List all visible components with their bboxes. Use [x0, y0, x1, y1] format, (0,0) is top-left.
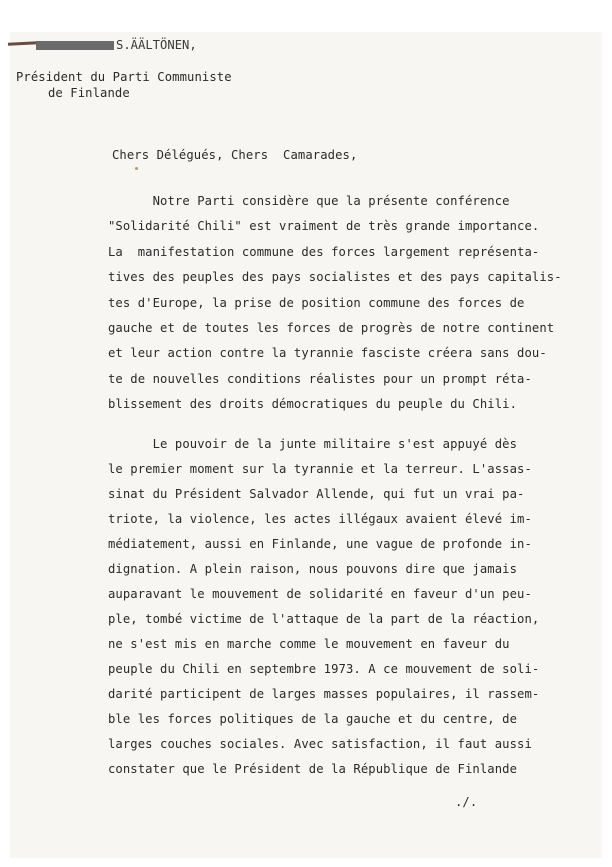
text-line: gauche et de toutes les forces de progrès de notre continent [108, 321, 555, 335]
text-line: blissement des droits démocratiques du peuple du Chili. [108, 397, 518, 412]
text-line: tes d'Europe, la prise de position commune des forces de [108, 295, 525, 310]
text-line: triote, la violence, les actes illégaux avaient élevé im- [108, 512, 532, 526]
sender-title-line1: Président du Parti Communiste [16, 70, 232, 84]
text-line: sinat du Président Salvador Allende, qui fut un vrai pa- [108, 487, 525, 501]
text-line: ne s'est mis en marche comme le mouvement en faveur du [108, 637, 510, 651]
text-line: darité participent de larges masses populaires, il rassem- [108, 687, 540, 701]
strikethrough-bar [36, 41, 114, 50]
text-line: Le pouvoir de la junte militaire s'est appuyé dès [108, 437, 518, 451]
text-line: ple, tombé victime de l'attaque de la part de la réaction, [108, 612, 540, 626]
salutation: Chers Délégués, Chers Camarades, [112, 148, 358, 162]
struck-name-text: S.ÄÄLTÖNEN, [116, 38, 197, 52]
sender-title-line2: de Finlande [48, 86, 130, 100]
text-line: dignation. A plein raison, nous pouvons dire que jamais [108, 562, 518, 576]
text-line: peuple du Chili en septembre 1973. A ce mouvement de soli- [108, 662, 540, 676]
text-line: tives des peuples des pays socialistes et des pays capitalis- [108, 270, 562, 285]
text-line: te de nouvelles conditions réalistes pour un prompt réta- [108, 371, 532, 386]
text-line: larges couches sociales. Avec satisfaction, il faut aussi [108, 737, 532, 751]
text-line: médiatement, aussi en Finlande, une vague de profonde in- [108, 537, 532, 551]
text-line: La manifestation commune des forces largement représenta- [108, 244, 540, 259]
text-line: "Solidarité Chili" est vraiment de très grande importance. [108, 219, 540, 234]
text-line: ble les forces politiques de la gauche et du centre, de [108, 712, 518, 726]
continuation-mark: ./. [455, 795, 478, 809]
text-line: Notre Parti considère que la présente conférence [108, 194, 510, 208]
struck-out-name [36, 38, 197, 52]
ink-dot [135, 167, 138, 170]
text-line: auparavant le mouvement de solidarité en faveur d'un peu- [108, 587, 532, 601]
text-line: le premier moment sur la tyrannie et la terreur. L'assas- [108, 462, 532, 476]
text-line: et leur action contre la tyrannie fasciste créera sans dou- [108, 346, 547, 361]
text-line: constater que le Président de la République de Finlande [108, 762, 518, 776]
